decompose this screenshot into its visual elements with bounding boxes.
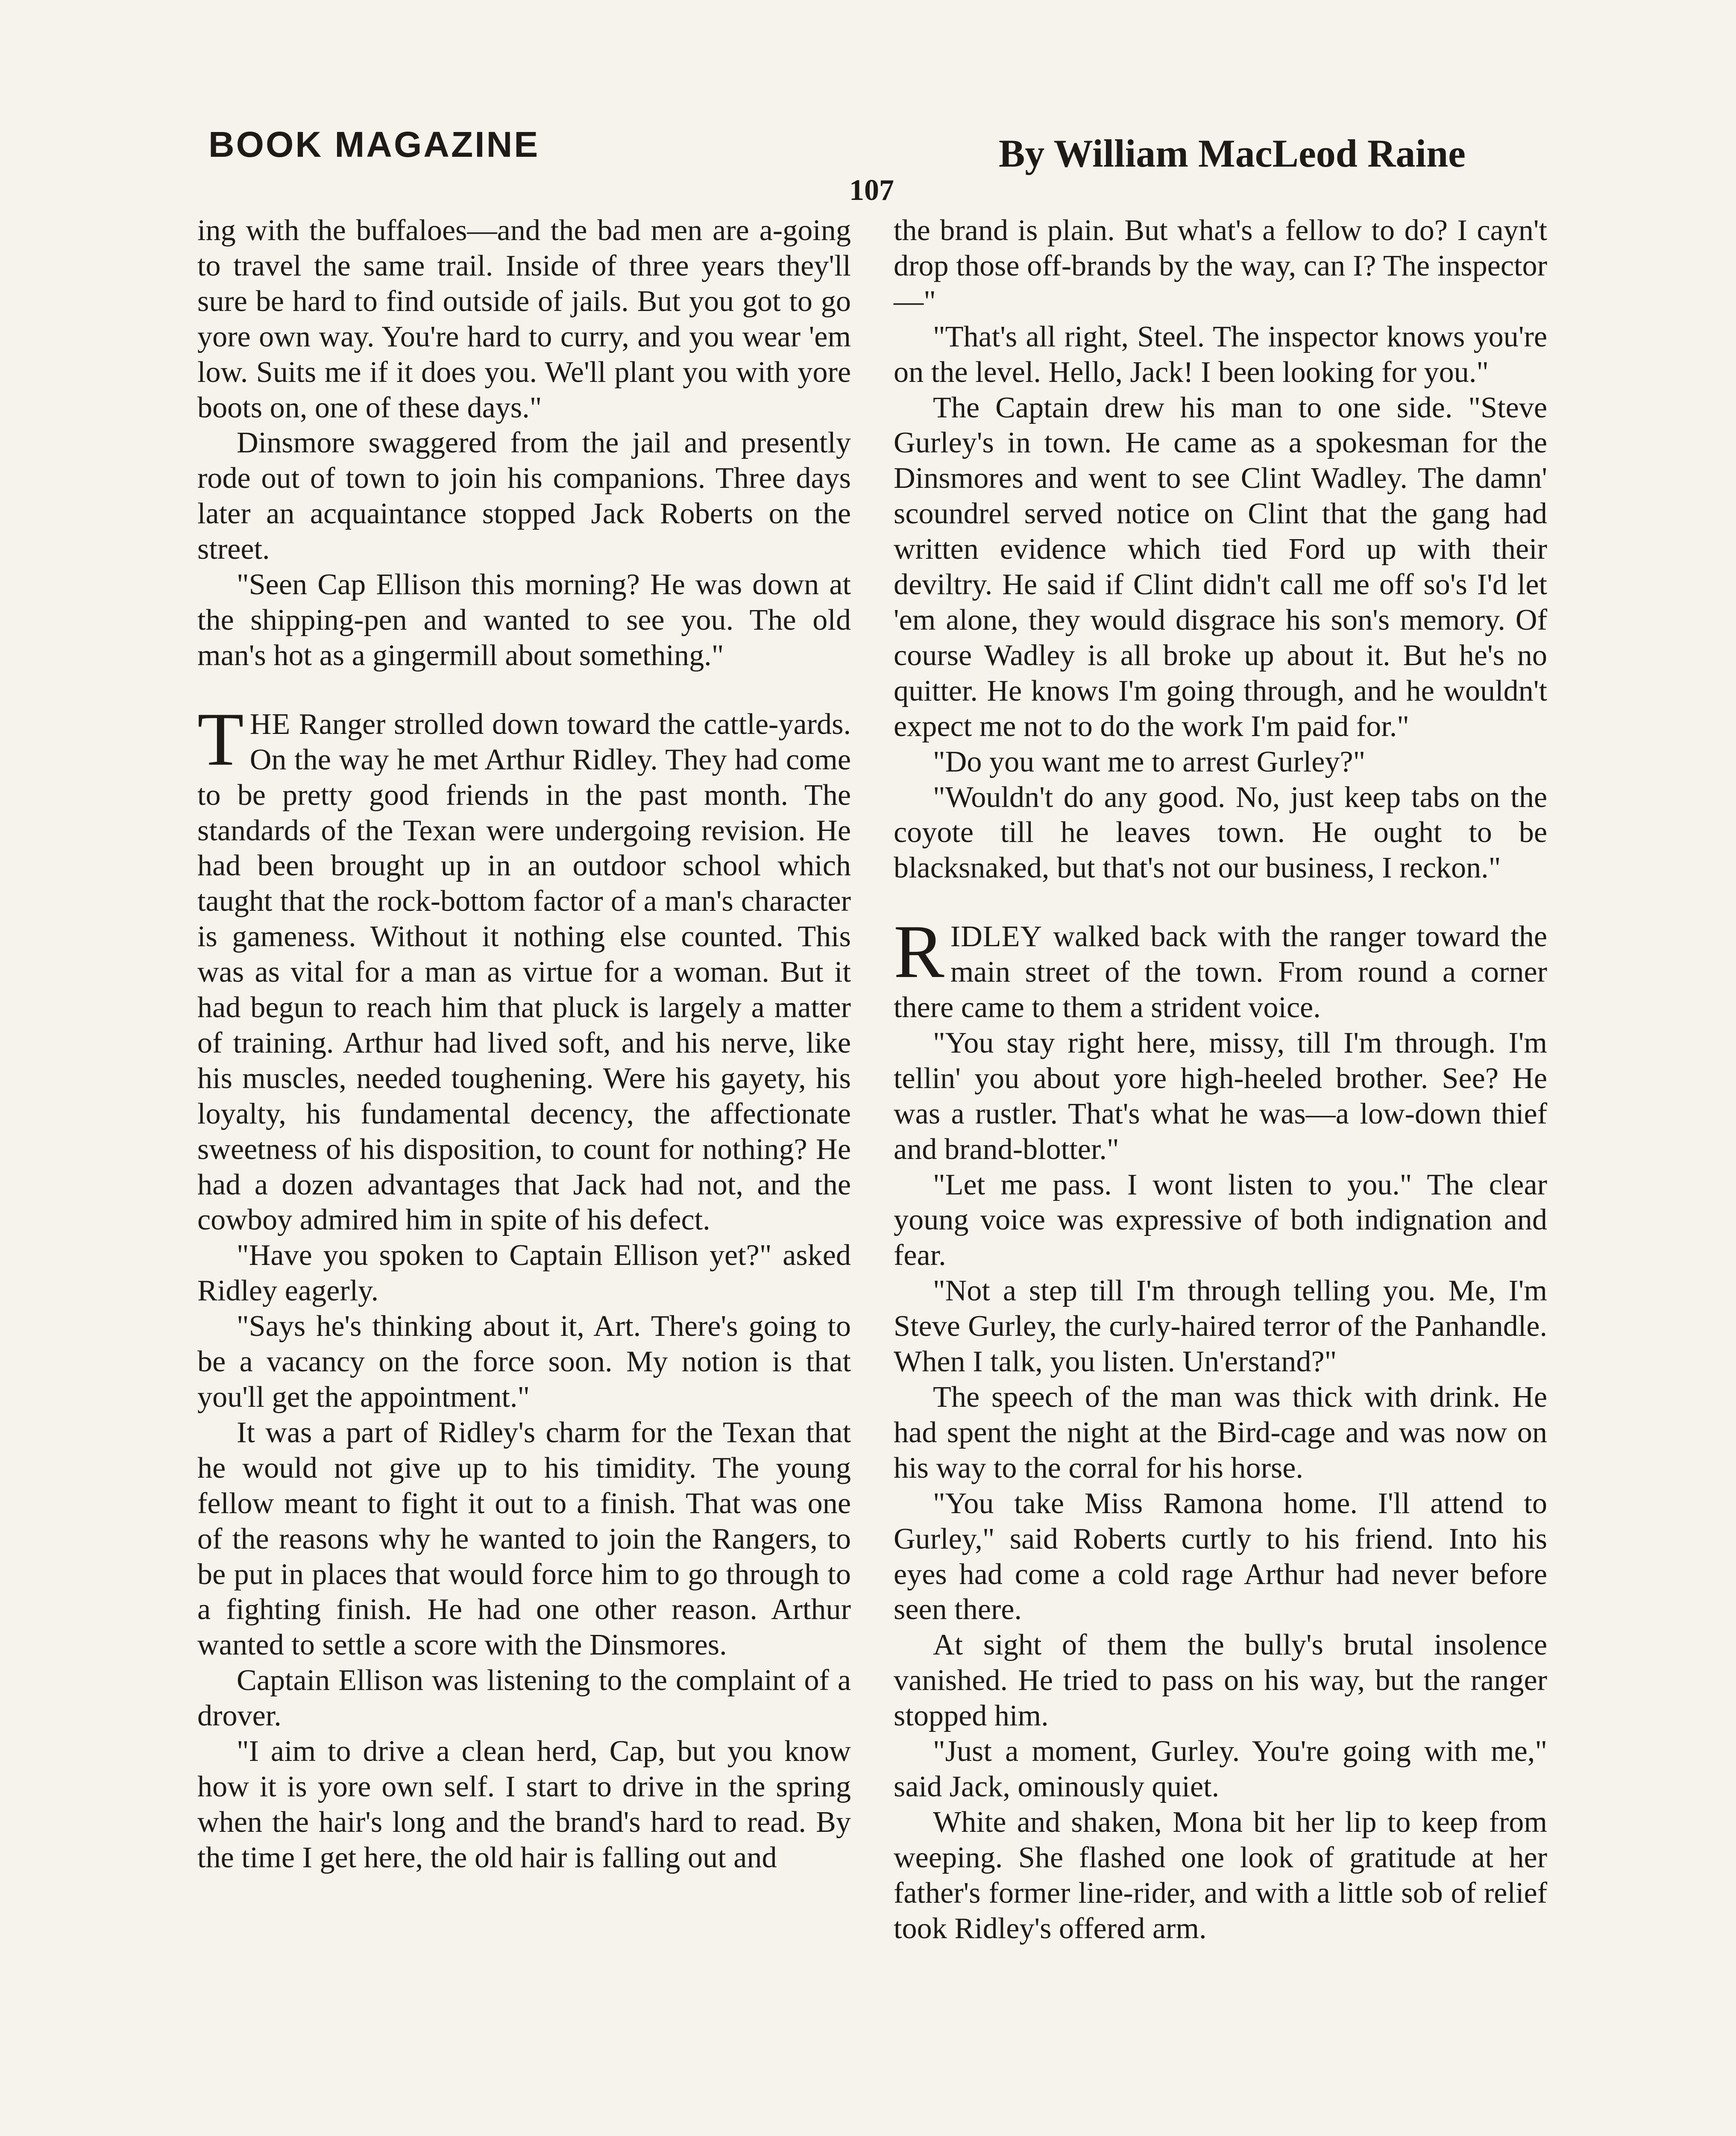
paragraph: "Have you spoken to Captain Ellison yet?" asked Ridley eagerly. <box>197 1238 851 1308</box>
paragraph: "You take Miss Ramona home. I'll attend to Gurley," said Roberts curtly to his friend. Into his eyes had come a cold rage Arthur had never before seen there. <box>894 1486 1547 1626</box>
paragraph: "You stay right here, missy, till I'm through. I'm tellin' you about yore high-heeled brother. See? He was a rustler. That's what he was—a low-down thief and brand-blotter." <box>894 1026 1547 1166</box>
small-caps-lead: HE <box>249 707 291 741</box>
paragraph: "Not a step till I'm through telling you. Me, I'm Steve Gurley, the curly-haired terror of the Panhandle. When I talk, you listen. Un'erstand?" <box>894 1274 1547 1379</box>
paragraph: "That's all right, Steel. The inspector knows you're on the level. Hello, Jack! I been looking for you." <box>894 320 1547 389</box>
drop-cap: T <box>197 696 244 781</box>
right-column <box>894 213 1547 1946</box>
paragraph: Dinsmore swaggered from the jail and presently rode out of town to join his companions. Three days later an acquaintance stopped Jack Roberts on the street. <box>197 426 851 566</box>
section-opening-paragraph <box>894 909 1547 1025</box>
paragraph: "Wouldn't do any good. No, just keep tabs on the coyote till he leaves town. He ought to be blacksnaked, but that's not our business, I reckon." <box>894 780 1547 885</box>
section-opening-paragraph <box>197 696 851 1238</box>
paragraph: It was a part of Ridley's charm for the Texan that he would not give up to his timidity. The young fellow meant to fight it out to a finish. That was one of the reasons why he wanted to join the Rangers, to be put in places that would force him to go through to a fighting finish. He had one other reason. Arthur wanted to settle a score with the Dinsmores. <box>197 1415 851 1662</box>
paragraph: "Seen Cap Ellison this morning? He was down at the shipping-pen and wanted to see you. The old man's hot as a gingermill about something." <box>197 568 851 672</box>
drop-cap: R <box>894 909 944 994</box>
paragraph: "Just a moment, Gurley. You're going with me," said Jack, ominously quiet. <box>894 1734 1547 1803</box>
small-caps-lead: IDLEY <box>950 920 1043 954</box>
paragraph: Captain Ellison was listening to the complaint of a drover. <box>197 1664 851 1733</box>
author-byline: By William MacLeod Raine <box>999 132 1466 175</box>
paragraph: White and shaken, Mona bit her lip to keep from weeping. She flashed one look of gratitude at her father's former line-rider, and with a little sob of relief took Ridley's offered arm. <box>894 1805 1547 1945</box>
paragraph: "Let me pass. I wont listen to you." The clear young voice was expressive of both indignation and fear. <box>894 1168 1547 1272</box>
paragraph: ing with the buffaloes—and the bad men are a-going to travel the same trail. Inside of three years they'll sure be hard to find outside of jails. But you got to go yore own way. You're hard to curry, and you wear 'em low. Suits me if it does you. We'll plant you with yore boots on, one of these days." <box>197 214 851 424</box>
left-column <box>197 213 851 1875</box>
paragraph: At sight of them the bully's brutal insolence vanished. He tried to pass on his way, but the ranger stopped him. <box>894 1628 1547 1733</box>
paragraph-text: Ranger strolled down toward the cattle-yards. On the way he met Arthur Ridley. They had come to be pretty good friends in the past month. The standards of the Texan were undergoing revision. He had been brought up in an outdoor school which taught that the rock-bottom factor of a man's character is gameness. Without it nothing else counted. This was as vital for a man as virtue for a woman. But it had begun to reach him that pluck is largely a matter of training. Arthur had lived soft, and his nerve, like his muscles, needed toughening. Were his gayety, his loyalty, his fundamental decency, the affectionate sweetness of his disposition, to count for nothing? He had a dozen advantages that Jack had not, and the cowboy admired him in spite of his defect. <box>197 707 851 1237</box>
paragraph: The speech of the man was thick with drink. He had spent the night at the Bird-cage and was now on his way to the corral for his horse. <box>894 1380 1547 1485</box>
paragraph: "Says he's thinking about it, Art. There's going to be a vacancy on the force soon. My notion is that you'll get the appointment." <box>197 1309 851 1414</box>
paragraph: "Do you want me to arrest Gurley?" <box>933 745 1366 778</box>
paragraph: the brand is plain. But what's a fellow to do? I cayn't drop those off-brands by the way, can I? The inspector—" <box>894 214 1547 318</box>
paragraph-text: walked back with the ranger toward the main street of the town. From round a corner there came to them a strident voice. <box>894 920 1547 1024</box>
paragraph: "I aim to drive a clean herd, Cap, but you know how it is yore own self. I start to drive in the spring when the hair's long and the brand's hard to read. By the time I get here, the old hair is falling out and <box>197 1734 851 1874</box>
paragraph: The Captain drew his man to one side. "Steve Gurley's in town. He came as a spokesman for the Dinsmores and went to see Clint Wadley. The damn' scoundrel served notice on Clint that the gang had written evidence which tied Ford up with their deviltry. He said if Clint didn't call me off so's I'd let 'em alone, they would disgrace his son's memory. Of course Wadley is all broke up about it. But he's no quitter. He knows I'm going through, and he wouldn't expect me not to do the work I'm paid for." <box>894 390 1547 743</box>
magazine-title: BOOK MAGAZINE <box>208 124 540 164</box>
page-number: 107 <box>849 174 894 207</box>
